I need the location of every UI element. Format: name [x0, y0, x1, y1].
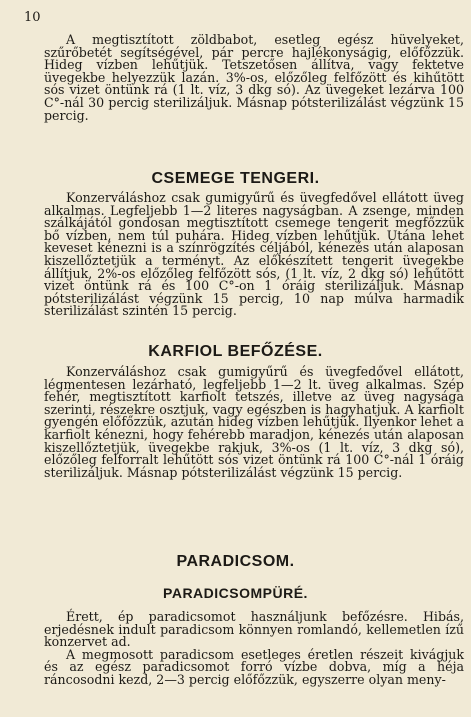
paradicsom-paragraph-2: A megmosott paradicsom esetleges éretlen részeit kivágjuk és az egész paradicsomot forró vízbe dobva, míg a héja ráncosodni kezd, 2—3 percig előfőzzük, egyszerre olyan meny- [44, 646, 464, 687]
karfiol-paragraph: Konzerváláshoz csak gumigyűrű és üvegfedővel ellátott, légmentesen lezárható, legfeljebb 1—2 lt. üveg alkalmas. Szép fehér, megtisztított karfiolt tetszés, illetve az üveg nagysága szerinti, részekre osztjuk, vagy egészben is hagyhatjuk. A karfiolt gyengén előfőzzük, azután hideg vízben lehűtjük. Ilyenkor lehet a karfiolt kénezni, hogy fehérebb maradjon, kénezés után alaposan kiszellőztetjük, üvegekbe rakjuk, 3%-os (1 lt. víz, 3 dkg só), előzőleg felforralt lehűtött sós vizet öntünk rá 100 C°-nál 1 óráig sterilizáljuk. Másnap pótsterilizálást végzünk 15 percig. [44, 364, 464, 480]
csemege-tengeri-paragraph: Konzerváláshoz csak gumigyűrű és üvegfedővel ellátott üveg alkalmas. Legfeljebb 1—2 literes nagyságban. A zsenge, minden szálkájától gondosan megtisztított csemege tengerit megfőzzük bő vízben, nem túl puhára. Hideg vízben lehűtjük. Utána lehet keveset kénezni is a színrögzítés céljából, kénezés után alaposan kiszellőztetjük a terményt. Az előkészített tengerit üvegekbe állítjuk, 2%-os előzőleg felfőzött sós, (1 lt. víz, 2 dkg só) lehűtött vizet öntünk rá és 100 C°-on 1 óráig sterilizáljuk. Másnap pótsterilizálást végzünk 15 percig, 10 nap múlva harmadik sterilizálást szintén 15 percig. [44, 190, 464, 319]
paradicsom-paragraph-1: Érett, ép paradicsomot használjunk befőzésre. Hibás, erjedésnek indult paradicsom könnyen romlandó, kellemetlen ízű konzervet ad. [44, 609, 464, 650]
paradicsom-heading: PARADICSOM. [176, 553, 295, 570]
csemege-tengeri-heading: CSEMEGE TENGERI. [151, 170, 320, 187]
csemege-tengeri-block [44, 192, 464, 318]
intro-paragraph-block [44, 34, 464, 150]
karfiol-heading: KARFIOL BEFŐZÉSE. [148, 343, 323, 360]
paradicsompure-subheading: PARADICSOMPÜRÉ. [163, 585, 308, 601]
paradicsom-block [44, 611, 464, 687]
karfiol-block [44, 366, 464, 479]
page-number: 10 [24, 10, 41, 25]
intro-paragraph: A megtisztított zöldbabot, esetleg egész hüvelyeket, szűrőbetét segítségével, pár percre hajlékonyságig, előfőzzük. Hideg vízben lehűtjük. Tetszetősen állítva, vagy fektetve üvegekbe helyezzük lazán. 3%-os, előzőleg felfőzött és kihűtött sós vizet öntünk rá (1 lt. víz, 3 dkg só). Az üvegeket lezárva 100 C°-nál 30 percig sterilizáljuk. Másnap pótsterilizálást végzünk 15 percig. [44, 32, 464, 123]
